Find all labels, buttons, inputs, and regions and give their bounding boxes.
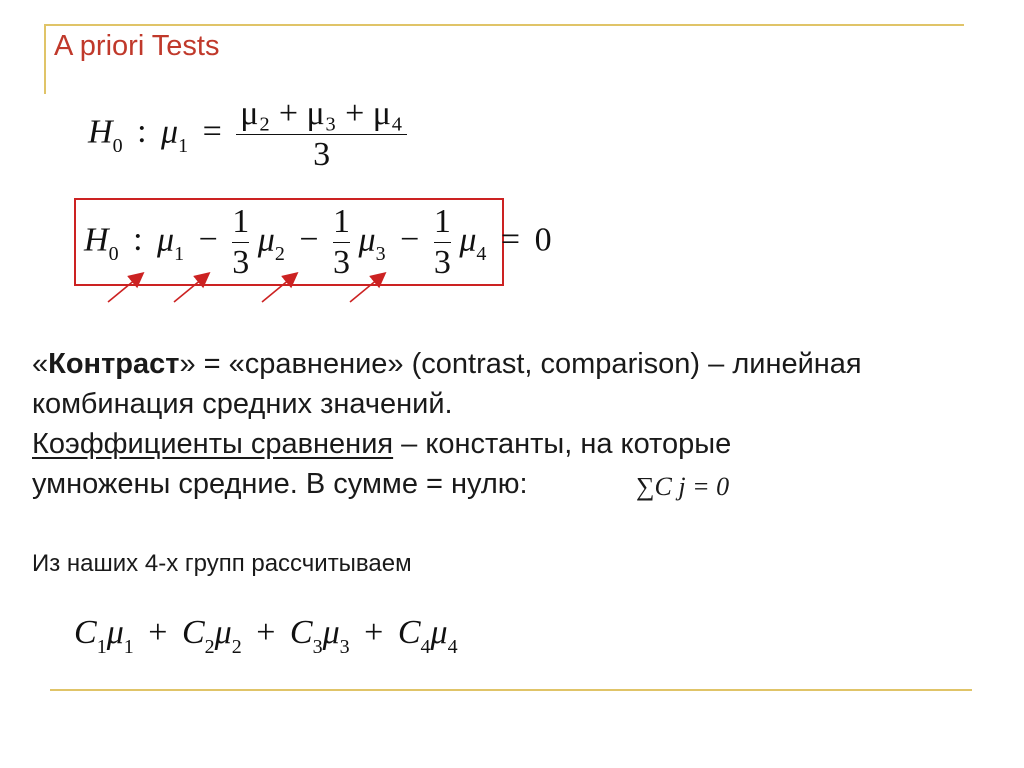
- minus: −: [299, 221, 319, 259]
- symbol-mu: μ: [430, 614, 448, 651]
- subscript-4: 4: [420, 636, 431, 658]
- term-coefficients: Коэффициенты сравнения: [32, 428, 394, 460]
- arrow-icon: [174, 274, 208, 302]
- subscript-0: 0: [112, 135, 123, 158]
- plus: +: [256, 614, 276, 651]
- sum-formula: ∑C j = 0: [636, 472, 730, 501]
- one-third-fraction: [434, 202, 451, 283]
- symbol-mu: μ: [322, 614, 340, 651]
- slide-title: A priori Tests: [54, 30, 220, 62]
- arrow-icon: [350, 274, 384, 302]
- subscript-4: 4: [447, 636, 458, 658]
- formula-linear-combination: [74, 614, 458, 658]
- text-line-3: [32, 424, 1012, 464]
- subscript-3: 3: [375, 243, 386, 266]
- groups-line: Из наших 4-х групп рассчитываем: [32, 550, 412, 577]
- subscript-2: 2: [204, 636, 215, 658]
- symbol-mu: μ: [257, 221, 275, 259]
- symbol-mu: μ: [157, 221, 175, 259]
- fraction-numerator: 1: [232, 203, 250, 240]
- top-rule: [46, 24, 964, 26]
- formula-hypothesis-mean: [88, 94, 407, 175]
- symbol-c: C: [397, 614, 421, 651]
- fraction-denominator: 3: [333, 244, 351, 281]
- coefficient-arrows: [100, 262, 400, 308]
- definition-text: » = «сравнение» (contrast, comparison) – линейная: [179, 348, 862, 380]
- subscript-1: 1: [174, 243, 185, 266]
- subscript-1: 1: [178, 135, 189, 158]
- zero: 0: [534, 221, 552, 259]
- sum-text: умножены средние. В сумме = нулю:: [32, 468, 528, 500]
- fraction-denominator: 3: [433, 244, 451, 281]
- symbol-c: C: [181, 614, 205, 651]
- minus: −: [400, 221, 420, 259]
- colon: :: [133, 221, 143, 259]
- mean-fraction: [236, 94, 407, 175]
- text-line-2: комбинация средних значений.: [32, 388, 453, 420]
- symbol-mu: μ: [358, 221, 376, 259]
- symbol-h: H: [88, 113, 113, 151]
- plus: +: [364, 614, 384, 651]
- text-line-1: [32, 344, 1012, 384]
- left-rule: [44, 24, 46, 94]
- subscript-1: 1: [123, 636, 134, 658]
- arrow-icon: [262, 274, 296, 302]
- minus: −: [198, 221, 218, 259]
- equals: =: [500, 221, 521, 259]
- symbol-c: C: [289, 614, 313, 651]
- arrow-icon: [108, 274, 142, 302]
- subscript-3: 3: [339, 636, 350, 658]
- text-line-4: [32, 464, 1012, 504]
- contrast-definition: [32, 344, 1012, 504]
- fraction-numerator: μ₂ + μ₃ + μ₄: [240, 95, 403, 132]
- symbol-mu: μ: [106, 614, 124, 651]
- symbol-mu: μ: [214, 614, 232, 651]
- subscript-3: 3: [312, 636, 323, 658]
- subscript-1: 1: [96, 636, 107, 658]
- fraction-numerator: 1: [333, 203, 351, 240]
- subscript-4: 4: [476, 243, 487, 266]
- fraction-numerator: 1: [433, 203, 451, 240]
- plus: +: [148, 614, 168, 651]
- subscript-2: 2: [274, 243, 285, 266]
- symbol-h: H: [84, 221, 109, 259]
- colon: :: [137, 113, 147, 151]
- symbol-mu: μ: [459, 221, 477, 259]
- equals: =: [202, 113, 222, 151]
- subscript-0: 0: [108, 243, 119, 266]
- term-contrast: Контраст: [48, 348, 180, 380]
- open-quote: «: [32, 348, 49, 380]
- symbol-mu: μ: [161, 113, 179, 151]
- fraction-denominator: 3: [232, 244, 250, 281]
- fraction-denominator: 3: [313, 136, 331, 173]
- coefficients-text: – константы, на которые: [393, 428, 732, 460]
- bottom-rule: [50, 689, 972, 691]
- symbol-c: C: [74, 614, 97, 651]
- subscript-2: 2: [231, 636, 242, 658]
